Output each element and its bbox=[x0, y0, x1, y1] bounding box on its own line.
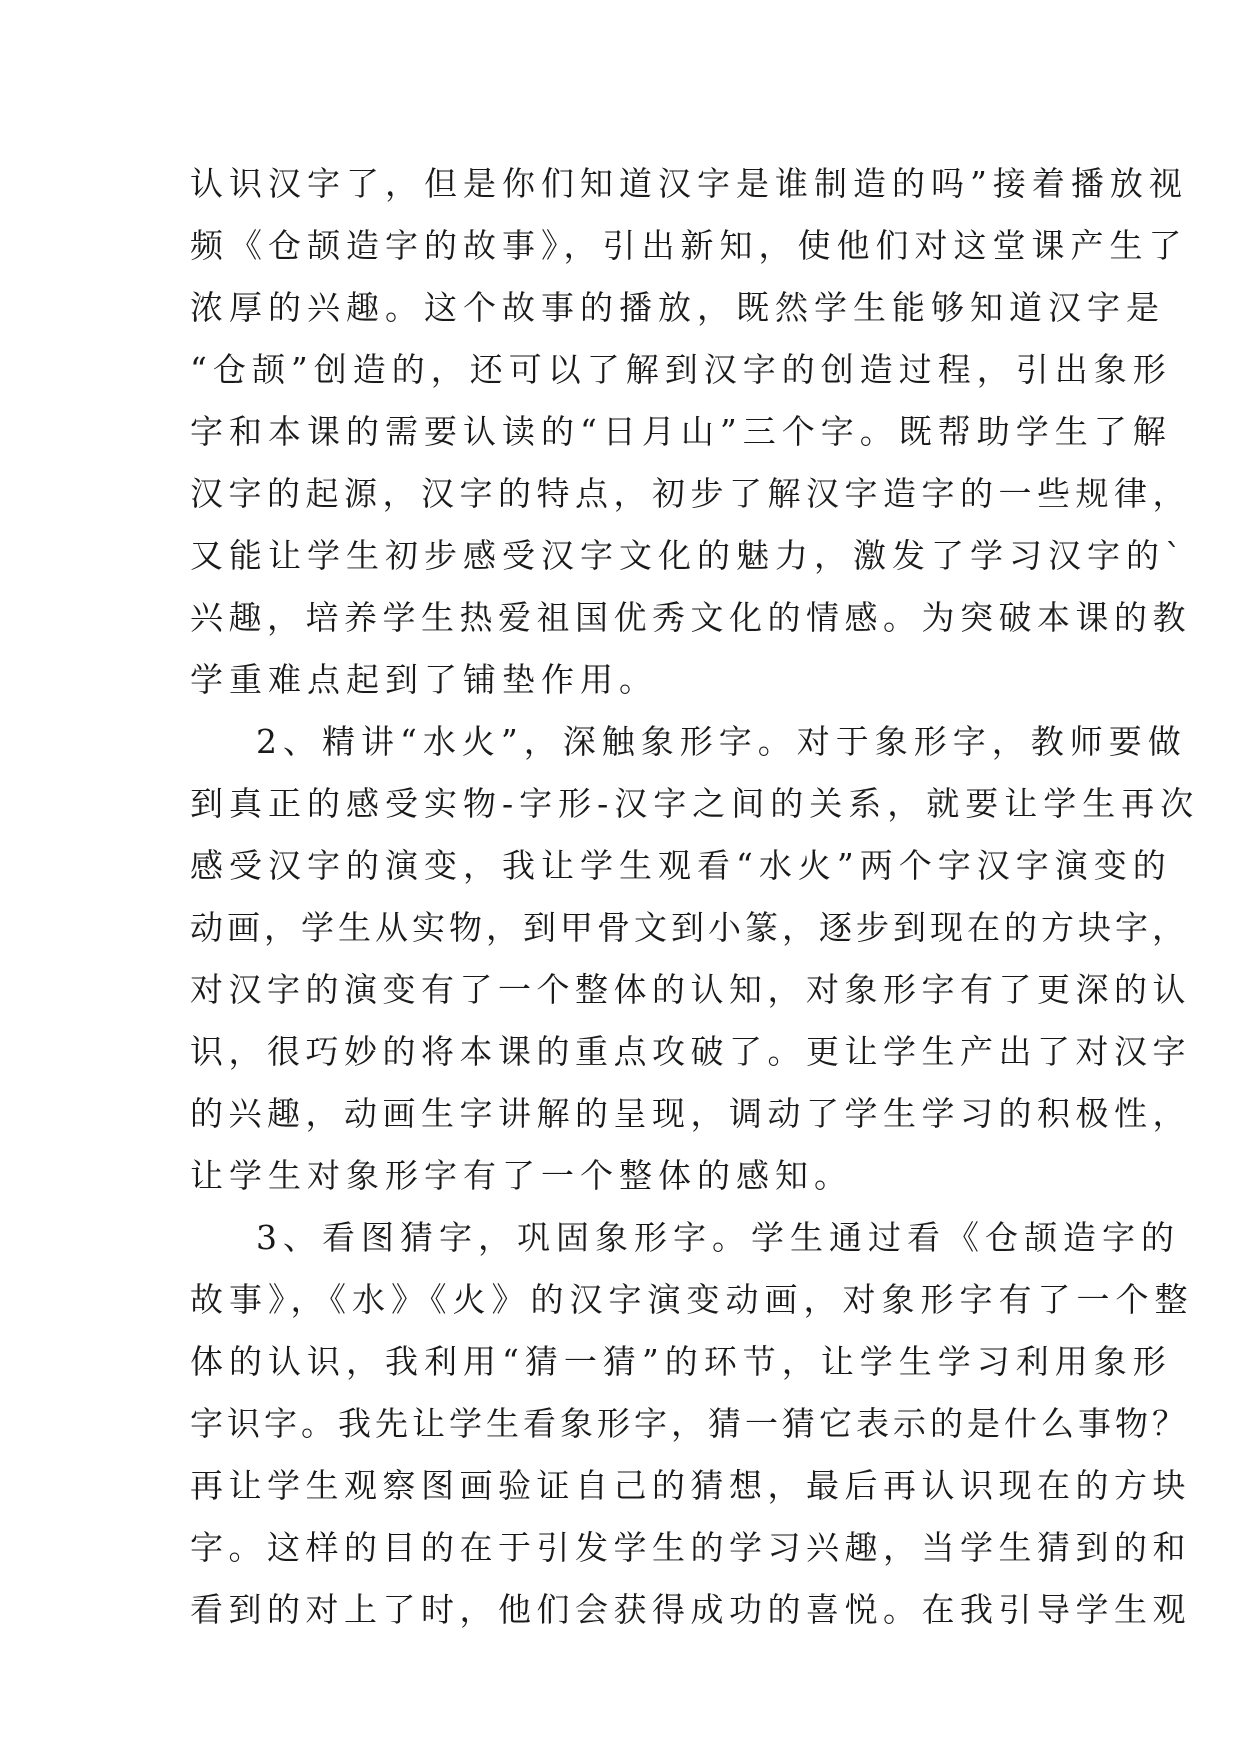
text-line: 到真正的感受实物-字形-汉字之间的关系，就要让学生再次 bbox=[190, 784, 1200, 823]
text-line: 认识汉字了，但是你们知道汉字是谁制造的吗”接着播放视 bbox=[190, 164, 1188, 203]
text-line: 对汉字的演变有了一个整体的认知，对象形字有了更深的认 bbox=[190, 970, 1191, 1009]
text-line: 学重难点起到了铺垫作用。 bbox=[190, 660, 658, 699]
text-line: 的兴趣，动画生字讲解的呈现，调动了学生学习的积极性， bbox=[190, 1094, 1191, 1133]
text-line: 动画，学生从实物，到甲骨文到小篆，逐步到现在的方块字， bbox=[190, 908, 1189, 947]
text-line: 再让学生观察图画验证自己的猜想，最后再认识现在的方块 bbox=[190, 1466, 1191, 1505]
text-line: 浓厚的兴趣。这个故事的播放，既然学生能够知道汉字是 bbox=[190, 288, 1165, 327]
text-line: 感受汉字的演变，我让学生观看“水火”两个字汉字演变的 bbox=[190, 846, 1172, 885]
text-line: 字识字。我先让学生看象形字，猜一猜它表示的是什么事物？ bbox=[190, 1404, 1189, 1443]
paragraph-start-line: 2、精讲“水火”，深触象形字。对于象形字，教师要做 bbox=[256, 722, 1187, 761]
text-line: 字。这样的目的在于引发学生的学习兴趣，当学生猜到的和 bbox=[190, 1528, 1191, 1567]
text-line: 体的认识，我利用“猜一猜”的环节，让学生学习利用象形 bbox=[190, 1342, 1172, 1381]
text-line: 兴趣，培养学生热爱祖国优秀文化的情感。为突破本课的教 bbox=[190, 598, 1191, 637]
text-line: “仓颉”创造的，还可以了解到汉字的创造过程，引出象形 bbox=[190, 350, 1172, 389]
text-line: 又能让学生初步感受汉字文化的魅力，激发了学习汉字的` bbox=[190, 536, 1188, 575]
text-line: 识，很巧妙的将本课的重点攻破了。更让学生产出了对汉字 bbox=[190, 1032, 1191, 1071]
text-line: 汉字的起源，汉字的特点，初步了解汉字造字的一些规律， bbox=[190, 474, 1191, 513]
text-line: 频《仓颉造字的故事》，引出新知，使他们对这堂课产生了 bbox=[190, 226, 1188, 265]
paragraph-start-line: 3、看图猜字，巩固象形字。学生通过看《仓颉造字的 bbox=[256, 1218, 1180, 1257]
text-line: 字和本课的需要认读的“日月山”三个字。既帮助学生了解 bbox=[190, 412, 1172, 451]
text-line: 让学生对象形字有了一个整体的感知。 bbox=[190, 1156, 853, 1195]
text-line: 故事》，《水》《火》的汉字演变动画，对象形字有了一个整 bbox=[190, 1280, 1194, 1319]
text-line: 看到的对上了时，他们会获得成功的喜悦。在我引导学生观 bbox=[190, 1590, 1191, 1629]
